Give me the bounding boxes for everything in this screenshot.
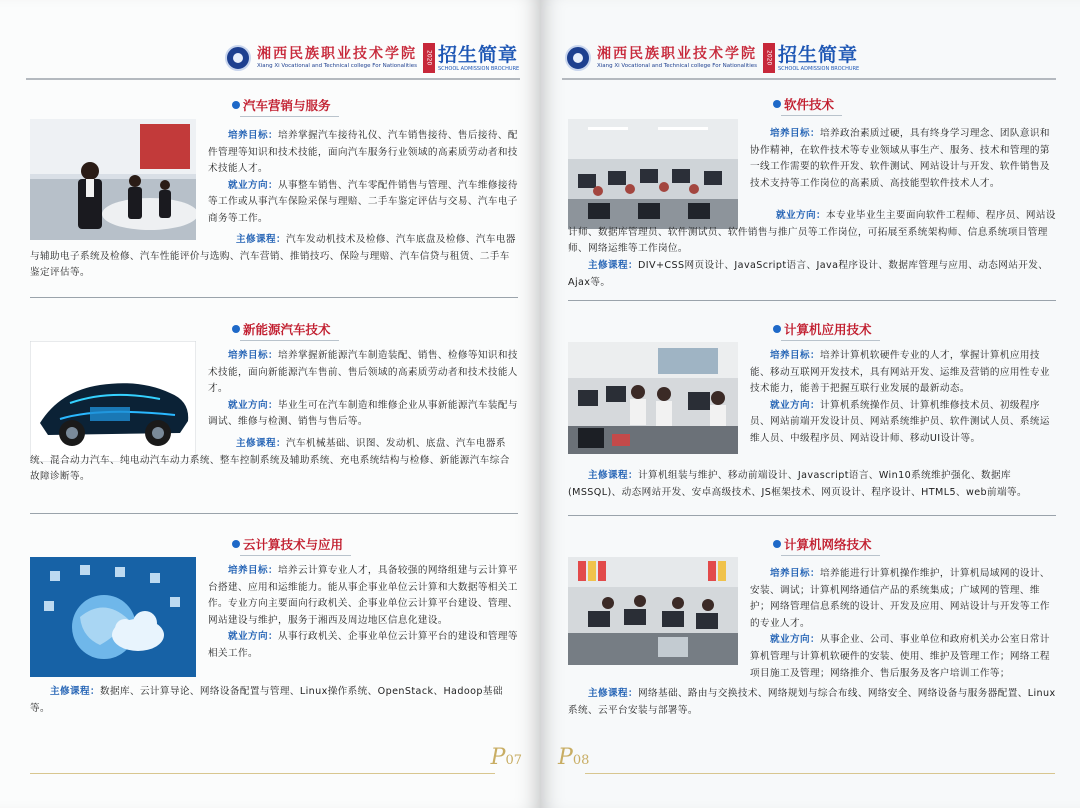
page-header [225,40,519,76]
footer-rule [30,773,495,774]
school-logo-icon [565,45,591,71]
section-title: 软件技术 [773,95,834,113]
section-divider [568,300,1056,301]
brochure-title: 招生简章 [778,43,859,66]
bullet-icon [232,325,240,333]
school-name-en: Xiang Xi Vocational and Technical college For Nationalities [597,63,757,69]
section-courses: 主修课程：计算机组装与维护、移动前端设计、Javascript语言、Win10系统维护强化、数据库(MSSQL)、动态网站开发、安卓高级技术、JS框架技术、网页设计、程序设计、HTML5、web前端等。 [568,470,1027,498]
school-name-cn: 湘西民族职业技术学院 [597,46,757,62]
bullet-icon [773,100,781,108]
section-courses: 主修课程：汽车机械基础、识图、发动机、底盘、汽车电器系统、混合动力汽车、纯电动汽车动力系统、整车控制系统及辅助系统、充电系统结构与检修、新能源汽车综合故障诊断等。 [30,438,510,483]
school-logo-icon [225,45,251,71]
page-header [565,40,859,76]
section-courses: 主修课程：数据库、云计算导论、网络设备配置与管理、Linux操作系统、OpenStack、Hadoop基础等。 [30,686,503,714]
page-number: P08 [558,745,590,770]
section-body: 培养目标：培养云计算专业人才，具备较强的网络组建与云计算平台搭建、应用和运维能力。能从事企事业单位云计算和大数据等相关工作。专业方向主要面向行政机关、企事业单位云计算平台建设、管理、网站建设与维护，服务于湘西及周边地区信息化建设。 就业方向：从事行政机关、企事业单位云计算平台的建设和管理等相关工作。 [208,565,518,659]
photo-network-lab [568,557,738,665]
section-title: 计算机网络技术 [773,535,872,553]
section-body: 培养目标：培养掌握汽车接待礼仪、汽车销售接待、售后接待、配件管理等知识和技术技能，面向汽车服务行业领域的高素质劳动者和技术技能人才。 就业方向：从事整车销售、汽车零配件销售与管理、汽车维修接待等工作或从事汽车保险采保与理赔、二手车鉴定评估与交易、汽车电子商务等工作。 [208,130,518,224]
brochure-title: 招生简章 [438,43,519,66]
bullet-icon [773,325,781,333]
page-number: P07 [490,745,522,770]
section-divider [30,513,518,514]
brochure-subtitle: SCHOOL ADMISSION BROCHURE [778,65,860,72]
bullet-icon [232,101,240,109]
header-rule [562,78,1056,80]
section-courses: 主修课程：汽车发动机技术及检修、汽车底盘及检修、汽车电器与辅助电子系统及检修、汽车性能评价与选购、汽车营销、推销技巧、保险与理赔、汽车信贷与租赁、二手车鉴定评估等。 [30,234,516,279]
photo-cloud-computing [30,557,196,677]
section-title: 计算机应用技术 [773,320,872,338]
section-body: 培养目标：培养掌握新能源汽车制造装配、销售、检修等知识和技术技能，面向新能源汽车售前、售后领域的高素质劳动者和技术技能人才。 就业方向：毕业生可在汽车制造和维修企业从事新能源汽车装配与调试、维修与检测、销售与售后等。 [208,350,518,428]
right-page [540,0,1080,808]
section-career: 就业方向：本专业毕业生主要面向软件工程师、程序员、网站设计师、数据库管理员、软件测试员、软件销售与推广员等工作岗位，可拓展至系统架构师、信息系统项目管理师、网络运维等工作岗位。 [568,210,1056,255]
section-body: 培养目标：培养计算机软硬件专业的人才，掌握计算机应用技能、移动互联网开发技术，具有网站开发、运维及营销的应用性专业技术能力，能善于把握互联行业发展的最新动态。 就业方向：计算机系统操作员、计算机维修技术员、初级程序员、网站前端开发设计员、网站系统维护员、软件测试人员、系统运维人员、中级程序员、网站设计师、移动UI设计等。 [750,350,1050,444]
section-title: 新能源汽车技术 [232,320,331,338]
photo-computer-application-class [568,342,738,454]
section-body: 培养目标：培养能进行计算机操作维护，计算机局域网的设计、安装、调试；计算机网络通信产品的系统集成；广域网的管理、维护；网络管理信息系统的设计、开发及应用、网站设计与开发等工作的专业人才。 就业方向：从事企业、公司、事业单位和政府机关办公室日常计算机管理与计算机软硬件的安装、使用、维护及管理工作；网络工程项目施工及管理；网络推介、售后服务及客户培训工作等； [750,568,1050,679]
footer-rule [585,773,1055,774]
section-courses: 主修课程：DIV+CSS网页设计、JavaScript语言、Java程序设计、数据库管理与应用、动态网站开发、Ajax等。 [568,260,1049,288]
bullet-icon [232,540,240,548]
school-name-cn: 湘西民族职业技术学院 [257,46,417,62]
year-badge: 2020 [423,43,435,73]
section-courses: 主修课程：网络基础、路由与交换技术、网络规划与综合布线、网络安全、网络设备与服务器配置、Linux系统、云平台安装与部署等。 [568,688,1056,716]
brochure-subtitle: SCHOOL ADMISSION BROCHURE [438,65,520,72]
section-divider [30,297,518,298]
bullet-icon [773,540,781,548]
section-title: 汽车营销与服务 [232,96,331,114]
header-rule [26,78,520,80]
section-divider [568,515,1056,516]
school-name-en: Xiang Xi Vocational and Technical college For Nationalities [257,63,417,69]
photo-car-sales [30,119,196,240]
year-badge: 2020 [763,43,775,73]
section-body: 培养目标：培养政治素质过硬，具有终身学习理念、团队意识和协作精神，在软件技术等专业领域从事生产、服务、技术和管理的第一线工作需要的软件开发、软件测试、网站设计与开发、软件销售及技术支持等工作岗位的高素质、高技能型软件技术人才。 [750,128,1050,189]
section-title: 云计算技术与应用 [232,535,343,553]
